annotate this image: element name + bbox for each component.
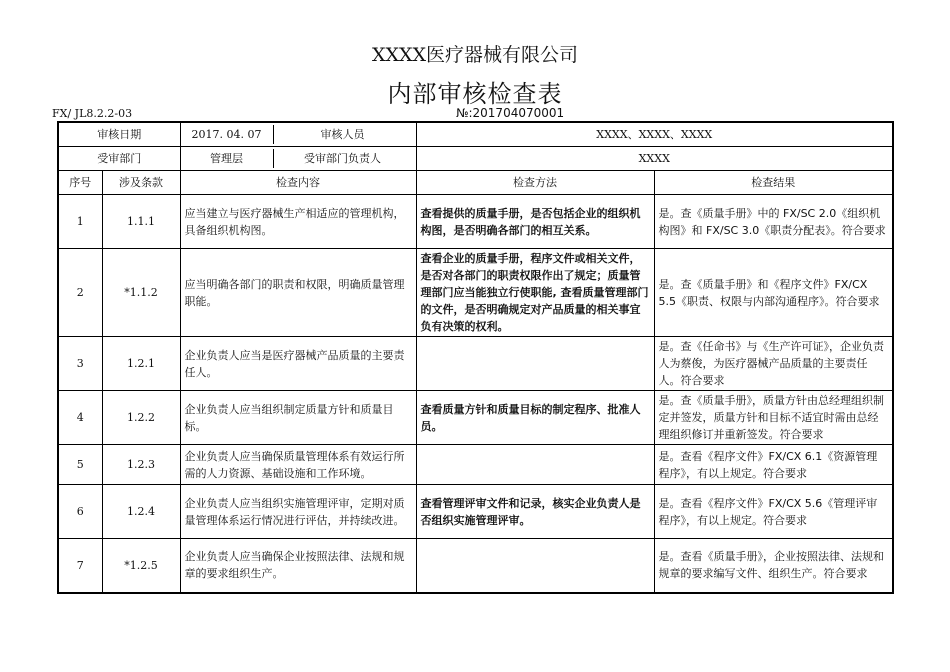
table-row <box>58 485 893 539</box>
row-clause: *1.1.2 <box>102 249 180 337</box>
row-method: 查看企业的质量手册，程序文件或相关文件，是否对各部门的职责权限作出了规定；质量管理部门应当能独立行使职能, 查看质量管理部门的文件，是否明确规定对产品质量的相关事宜负有决策的权利。 <box>416 249 654 337</box>
page-title: 内部审核检查表 <box>387 80 563 108</box>
col-header-no: 序号 <box>58 171 102 195</box>
row-no: 1 <box>58 195 102 249</box>
row-content: 应当建立与医疗器械生产相适应的管理机构，具备组织机构图。 <box>180 195 416 249</box>
row-method <box>416 539 654 593</box>
table-row <box>58 249 893 337</box>
form-number: №:201704070001 <box>456 106 565 120</box>
row-no: 5 <box>58 445 102 485</box>
row-no: 7 <box>58 539 102 593</box>
audit-checklist-table <box>57 121 894 594</box>
audit-date: 2017. 04. 07 <box>181 125 274 144</box>
row-content: 企业负责人应当组织实施管理评审，定期对质量管理体系运行情况进行评估，并持续改进。 <box>180 485 416 539</box>
row-no: 6 <box>58 485 102 539</box>
audit-date-value <box>180 122 416 147</box>
column-header-row <box>58 171 893 195</box>
row-result: 是。查看《质量手册》，企业按照法律、法规和规章的要求编写文件、组织生产。符合要求 <box>654 539 893 593</box>
company-name: XXXX医疗器械有限公司 <box>371 44 579 66</box>
row-clause: 1.2.3 <box>102 445 180 485</box>
row-content: 企业负责人应当组织制定质量方针和质量目标。 <box>180 391 416 445</box>
dept-head-label: 受审部门负责人 <box>304 152 381 165</box>
row-result: 是。查《质量手册》和《程序文件》FX/CX 5.5《职责、权限与内部沟通程序》。符合要求 <box>654 249 893 337</box>
dept-info-row <box>58 147 893 171</box>
row-method <box>416 337 654 391</box>
col-header-method: 检查方法 <box>416 171 654 195</box>
row-result: 是。查《任命书》与《生产许可证》，企业负责人为蔡俊，为医疗器械产品质量的主要责任人。符合要求 <box>654 337 893 391</box>
row-clause: 1.2.1 <box>102 337 180 391</box>
row-result: 是。查《质量手册》中的 FX/SC 2.0《组织机构图》和 FX/SC 3.0《职责分配表》。符合要求 <box>654 195 893 249</box>
row-result: 是。查《质量手册》，质量方针由总经理组织制定并签发，质量方针和目标不适宜时需由总经理组织修订并重新签发。符合要求 <box>654 391 893 445</box>
table-row <box>58 539 893 593</box>
audit-info-row <box>58 122 893 147</box>
col-header-content: 检查内容 <box>180 171 416 195</box>
col-header-result: 检查结果 <box>654 171 893 195</box>
row-clause: 1.2.2 <box>102 391 180 445</box>
dept: 管理层 <box>181 149 274 168</box>
table-row <box>58 391 893 445</box>
auditor-label: 审核人员 <box>320 128 365 141</box>
row-no: 3 <box>58 337 102 391</box>
row-clause: 1.2.4 <box>102 485 180 539</box>
table-row <box>58 195 893 249</box>
audit-date-label: 审核日期 <box>58 122 180 147</box>
row-content: 企业负责人应当确保质量管理体系有效运行所需的人力资源、基础设施和工作环境。 <box>180 445 416 485</box>
form-code: FX/ JL8.2.2-03 <box>52 107 133 120</box>
row-result: 是。查看《程序文件》FX/CX 6.1《资源管理程序》，有以上规定。符合要求 <box>654 445 893 485</box>
row-result: 是。查看《程序文件》FX/CX 5.6《管理评审程序》，有以上规定。符合要求 <box>654 485 893 539</box>
row-content: 企业负责人应当确保企业按照法律、法规和规章的要求组织生产。 <box>180 539 416 593</box>
row-no: 4 <box>58 391 102 445</box>
row-method: 查看提供的质量手册，是否包括企业的组织机构图，是否明确各部门的相互关系。 <box>416 195 654 249</box>
row-clause: *1.2.5 <box>102 539 180 593</box>
dept-label: 受审部门 <box>58 147 180 171</box>
row-clause: 1.1.1 <box>102 195 180 249</box>
row-content: 应当明确各部门的职责和权限，明确质量管理职能。 <box>180 249 416 337</box>
auditors: XXXX、XXXX、XXXX <box>416 122 893 147</box>
dept-head: XXXX <box>416 147 893 171</box>
row-method <box>416 445 654 485</box>
col-header-clause: 涉及条款 <box>102 171 180 195</box>
row-method: 查看质量方针和质量目标的制定程序、批准人员。 <box>416 391 654 445</box>
table-row <box>58 445 893 485</box>
dept-value-cell <box>180 147 416 171</box>
row-content: 企业负责人应当是医疗器械产品质量的主要责任人。 <box>180 337 416 391</box>
table-row <box>58 337 893 391</box>
row-method: 查看管理评审文件和记录，核实企业负责人是否组织实施管理评审。 <box>416 485 654 539</box>
row-no: 2 <box>58 249 102 337</box>
